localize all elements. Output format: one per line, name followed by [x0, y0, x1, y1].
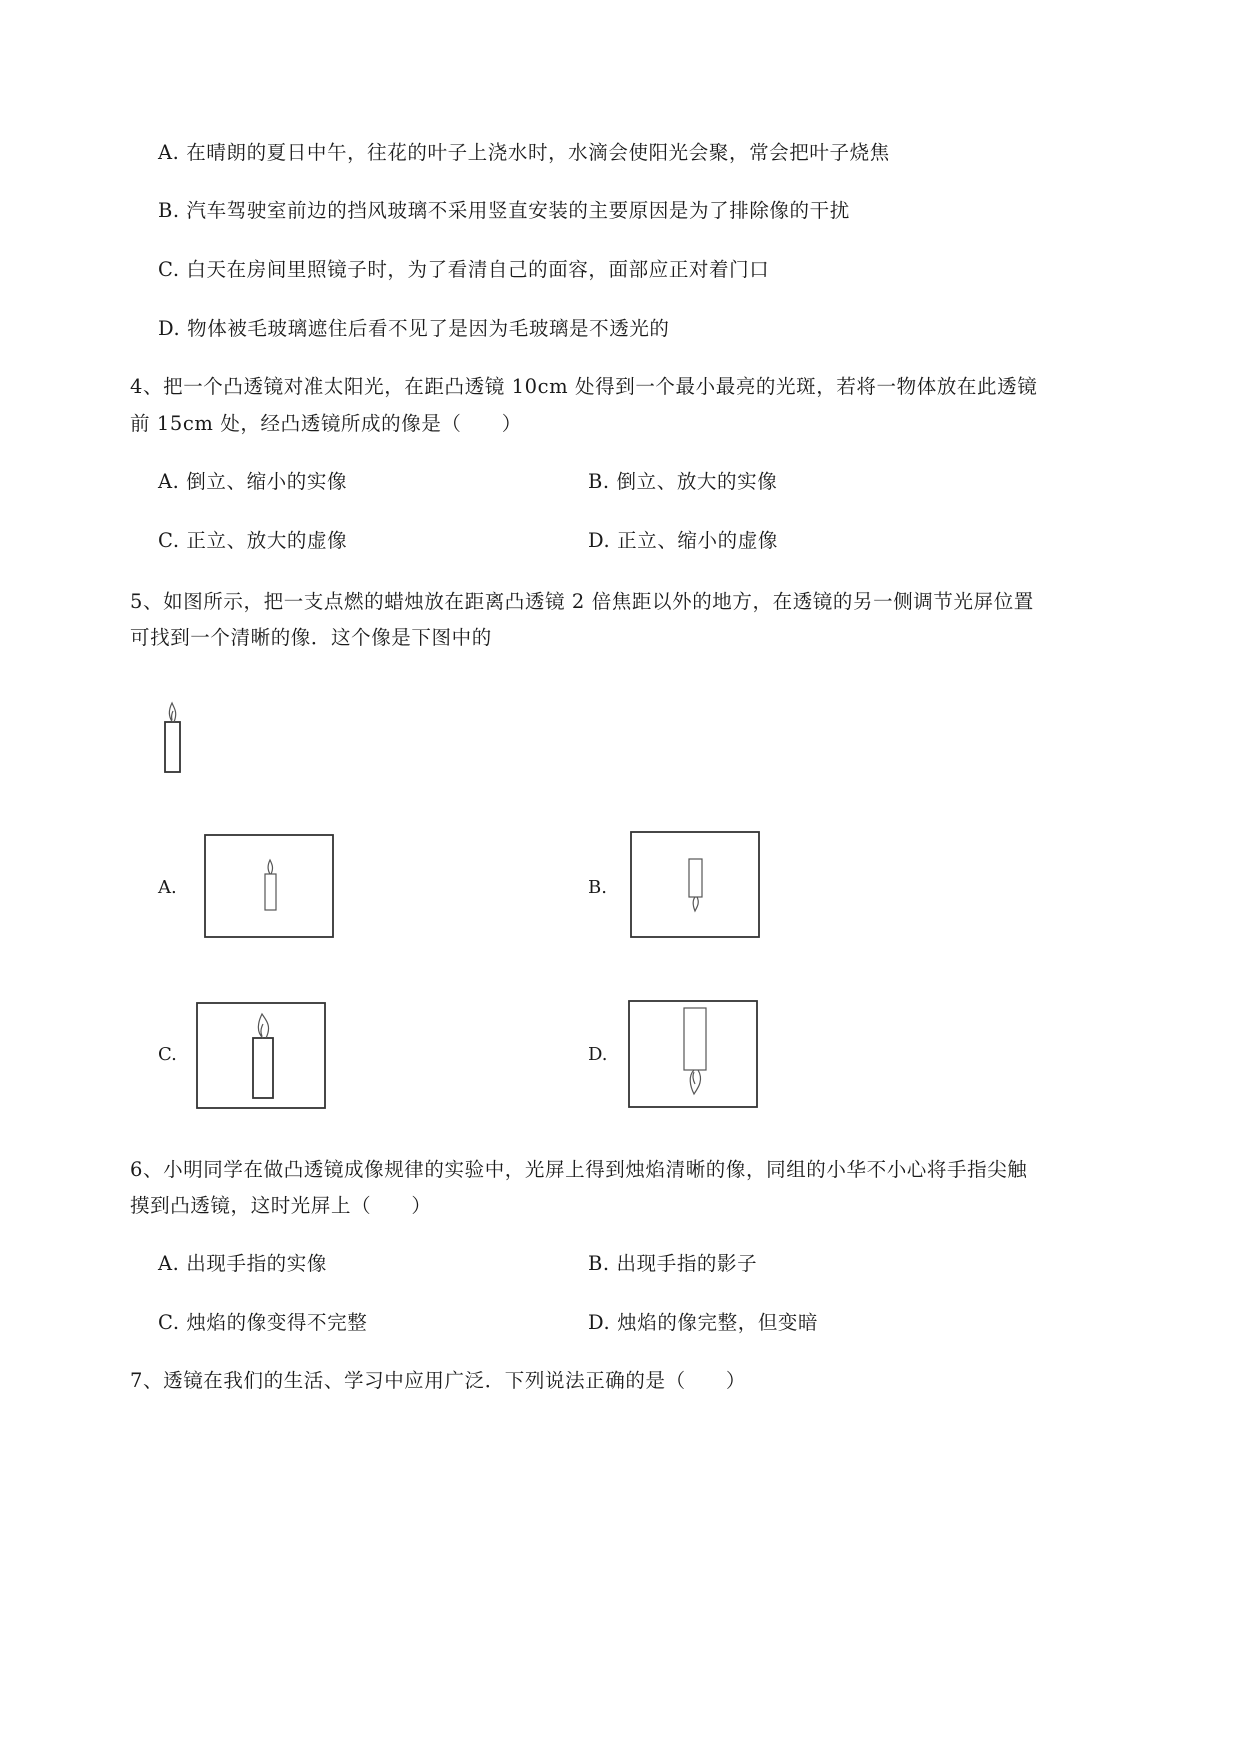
small-upright-candle-icon	[265, 860, 276, 910]
q5-option-c-image	[196, 1002, 326, 1109]
q4-stem-line2: 前 15cm 处，经凸透镜所成的像是（ ）	[130, 412, 522, 435]
large-upright-candle-icon	[253, 1014, 273, 1098]
q4-option-c: C. 正立、放大的虚像	[158, 529, 348, 552]
q7-stem-line1: 7、透镜在我们的生活、学习中应用广泛．下列说法正确的是（ ）	[130, 1369, 747, 1392]
q5-option-c-label: C.	[158, 1044, 177, 1065]
q6-stem-line2: 摸到凸透镜，这时光屏上（ ）	[130, 1194, 432, 1217]
q3-option-b: B. 汽车驾驶室前边的挡风玻璃不采用竖直安装的主要原因是为了排除像的干扰	[158, 199, 850, 222]
q6-stem-line1: 6、小明同学在做凸透镜成像规律的实验中，光屏上得到烛焰清晰的像，同组的小华不小心将手指尖触	[130, 1158, 1028, 1181]
q5-option-b-label: B.	[588, 877, 607, 898]
screen-frame	[631, 832, 759, 937]
q6-option-b: B. 出现手指的影子	[588, 1252, 758, 1275]
q6-option-d: D. 烛焰的像完整，但变暗	[588, 1311, 819, 1334]
q5-stem-line1: 5、如图所示，把一支点燃的蜡烛放在距离凸透镜 2 倍焦距以外的地方，在透镜的另一侧调节光屏位置	[130, 590, 1034, 613]
large-inverted-candle-icon	[684, 1008, 706, 1094]
q5-stem-line2: 可找到一个清晰的像．这个像是下图中的	[130, 626, 492, 649]
q3-option-c: C. 白天在房间里照镜子时，为了看清自己的面容，面部应正对着门口	[158, 258, 770, 281]
q5-option-a-image	[204, 834, 334, 938]
q5-option-d-image	[628, 1000, 758, 1108]
q4-option-d: D. 正立、缩小的虚像	[588, 529, 778, 552]
q5-option-a-label: A.	[158, 877, 177, 898]
screen-frame	[205, 835, 333, 937]
candle-figure	[160, 700, 190, 780]
screen-frame	[197, 1003, 325, 1108]
q3-option-a: A. 在晴朗的夏日中午，往花的叶子上浇水时，水滴会使阳光会聚，常会把叶子烧焦	[158, 141, 890, 164]
q5-option-d-label: D.	[588, 1044, 608, 1065]
q4-option-a: A. 倒立、缩小的实像	[158, 470, 348, 493]
q4-stem-line1: 4、把一个凸透镜对准太阳光，在距凸透镜 10cm 处得到一个最小最亮的光斑，若将一物体放在此透镜	[130, 375, 1038, 398]
q4-option-b: B. 倒立、放大的实像	[588, 470, 778, 493]
q6-option-a: A. 出现手指的实像	[158, 1252, 327, 1275]
q3-option-d: D. 物体被毛玻璃遮住后看不见了是因为毛玻璃是不透光的	[158, 317, 670, 340]
small-inverted-candle-icon	[689, 859, 702, 911]
q6-option-c: C. 烛焰的像变得不完整	[158, 1311, 368, 1334]
q5-option-b-image	[630, 831, 760, 938]
